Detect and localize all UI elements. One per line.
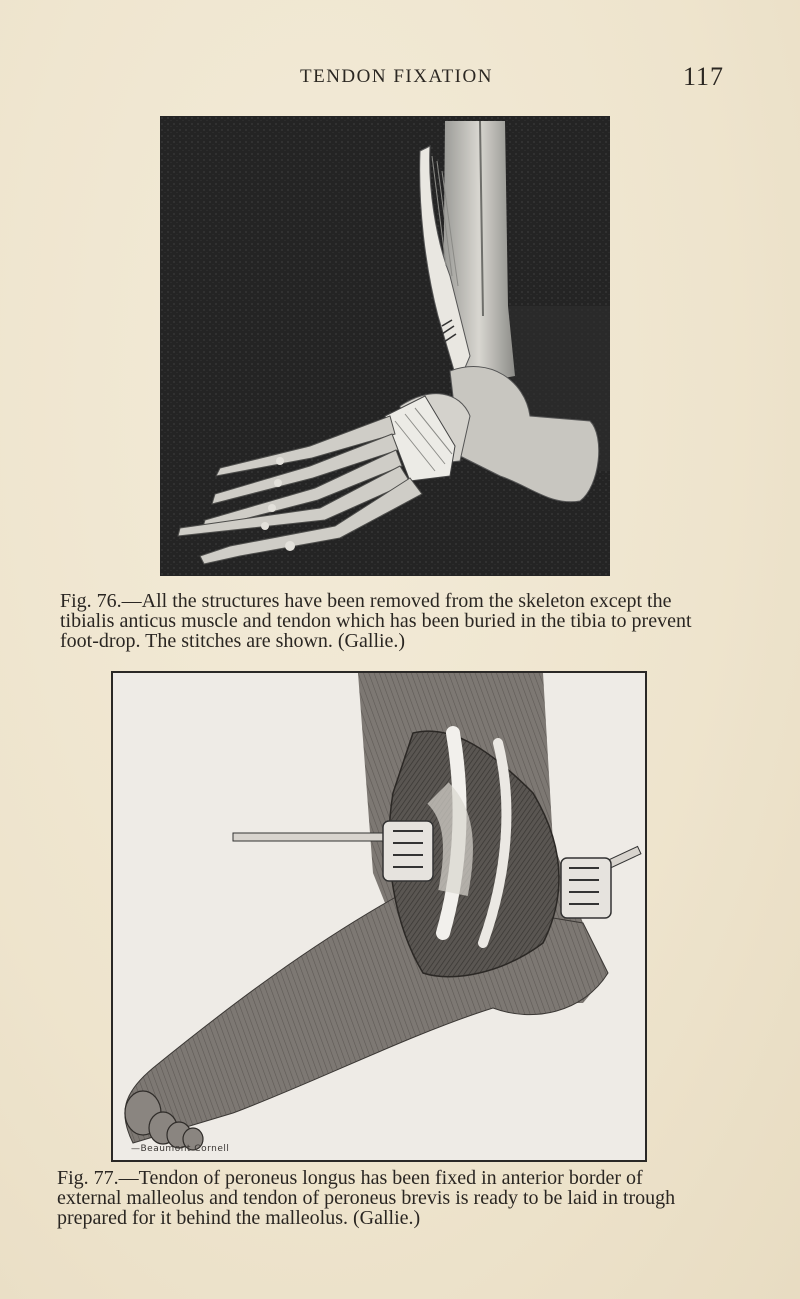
figure-77-caption: [57, 1168, 707, 1228]
caption-line: external malleolus and tendon of peroneus brevis is ready to be laid in trough: [57, 1187, 676, 1209]
caption-line: Fig. 76.—All the structures have been removed from the skeleton except the: [60, 590, 672, 612]
caption-line: tibialis anticus muscle and tendon which has been buried in the tibia to prevent: [60, 610, 692, 632]
caption-line: prepared for it behind the malleolus. (Gallie.): [57, 1207, 421, 1229]
page-number: 117: [683, 62, 725, 91]
figure-76-caption: [60, 591, 710, 651]
running-title: TENDON FIXATION: [300, 66, 493, 87]
artist-signature: —Beaumont Cornell: [131, 1144, 230, 1154]
caption-line: foot-drop. The stitches are shown. (Gallie.): [60, 630, 406, 652]
running-head: [0, 62, 800, 91]
skeleton-foot-drawing: [160, 116, 610, 576]
caption-line: Fig. 77.—Tendon of peroneus longus has been fixed in anterior border of: [57, 1167, 643, 1189]
figure-76-illustration: [160, 116, 610, 576]
ankle-dissection-drawing: [113, 673, 645, 1160]
figure-77-illustration: [111, 671, 647, 1162]
